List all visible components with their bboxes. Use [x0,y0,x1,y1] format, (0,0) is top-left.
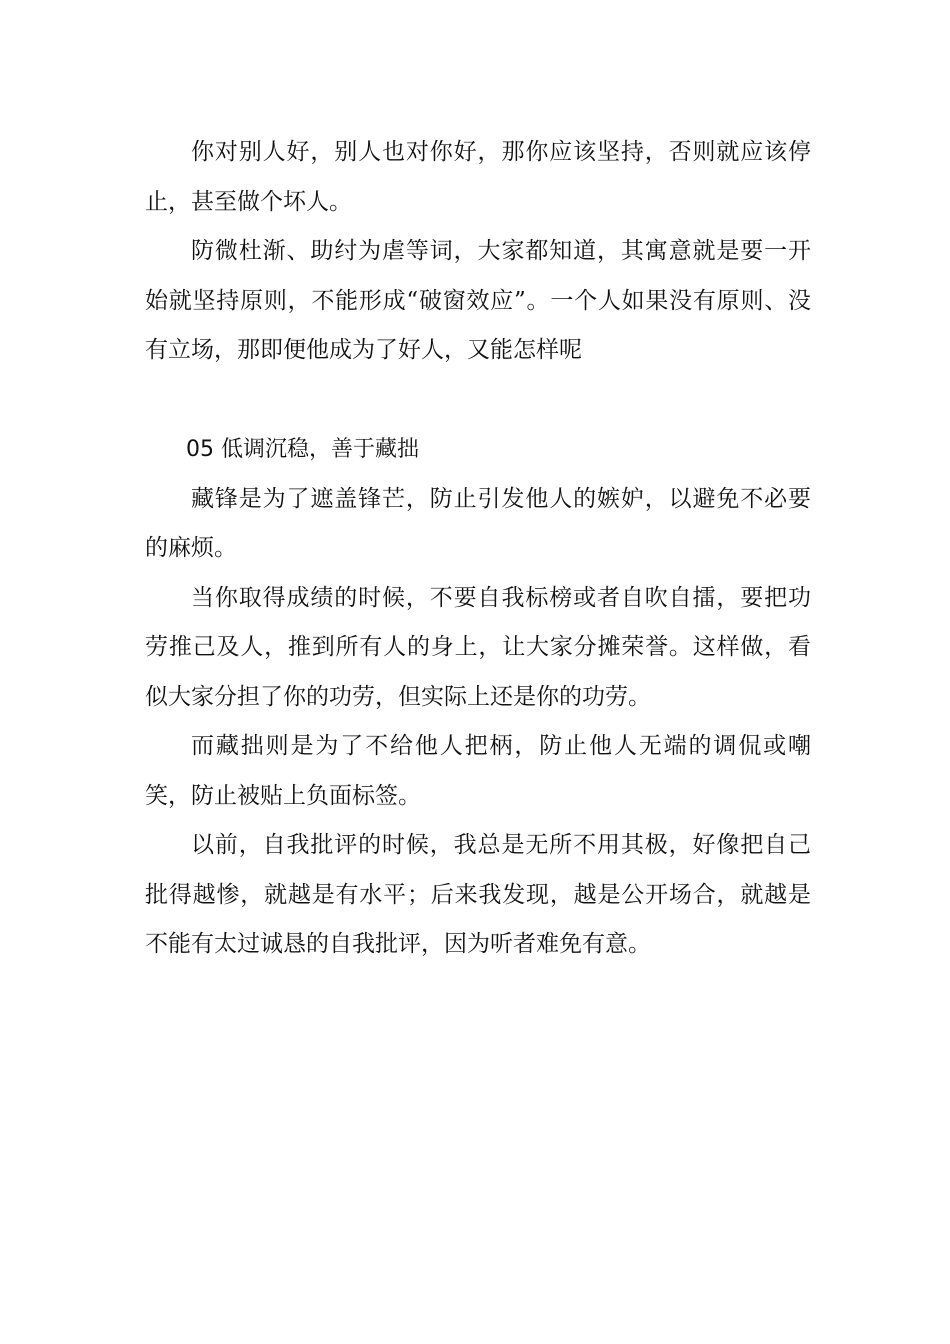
paragraph: 而藏拙则是为了不给他人把柄，防止他人无端的调侃或嘲笑，防止被贴上负面标签。 [145,733,811,809]
section-heading: 05 低调沉稳，善于藏拙 [186,437,419,462]
paragraph: 以前，自我批评的时候，我总是无所不用其极，好像把自己批得越惨，就越是有水平；后来我发现，越是公开场合，就越是不能有太过诚恳的自我批评，因为听者难免有意。 [145,832,811,957]
paragraph: 你对别人好，别人也对你好，那你应该坚持，否则就应该停止，甚至做个坏人。 [145,139,811,215]
document-body [145,128,811,970]
paragraph: 藏锋是为了遮盖锋芒，防止引发他人的嫉妒，以避免不必要的麻烦。 [145,485,811,561]
paragraph: 当你取得成绩的时候，不要自我标榜或者自吹自擂，要把功劳推己及人，推到所有人的身上，让大家分摊荣誉。这样做，看似大家分担了你的功劳，但实际上还是你的功劳。 [145,584,811,710]
paragraph: 防微杜渐、助纣为虐等词，大家都知道，其寓意就是要一开始就坚持原则，不能形成“破窗效应”。一个人如果没有原则、没有立场，那即便他成为了好人，又能怎样呢 [145,238,811,363]
blank-line [145,376,811,426]
